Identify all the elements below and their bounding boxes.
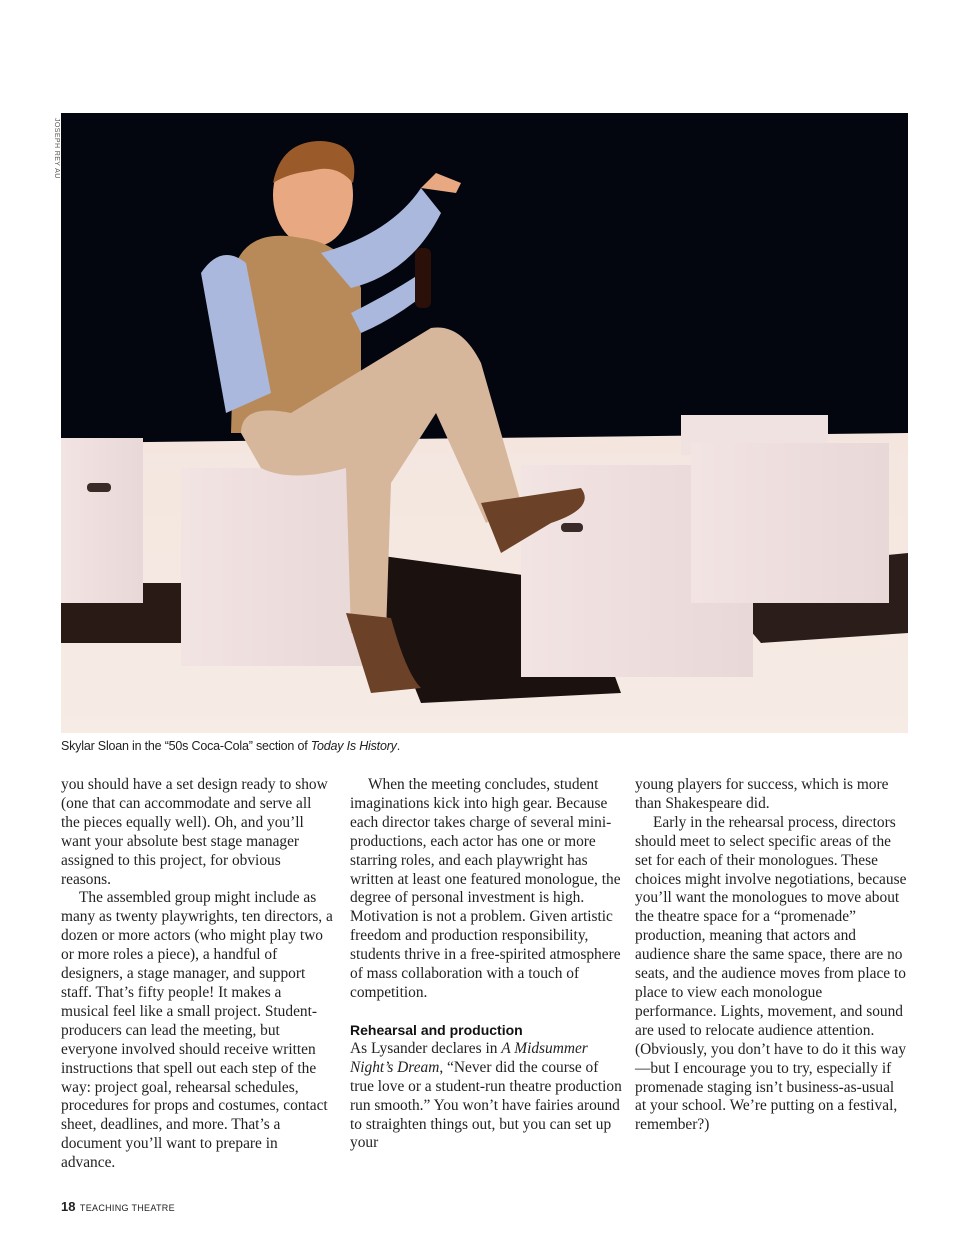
- text-run: As Lysander declares in: [350, 1039, 502, 1057]
- photo-caption: [61, 739, 400, 753]
- paragraph: When the meeting concludes, student imaginations kick into high gear. Because each director takes charge of several mini-productions, each actor has one or more starring roles, and each playwright has written at least one featured monologue, the degree of personal investment is high. Motivation is not a problem. Given artistic freedom and production responsibility, students thrive in a free-spirited atmosphere of mass collaboration with a touch of competition.: [350, 776, 621, 1001]
- paragraph: [350, 1040, 622, 1153]
- text-run: , “Never did the course of true love or a student-run theatre production run smooth.” You won’t have fairies around to straighten things out, but you can set up your: [350, 1058, 622, 1152]
- section-heading: Rehearsal and production: [350, 1021, 523, 1038]
- column-2: [350, 776, 622, 1153]
- play-title: A Midsummer Night’s Dream: [350, 1039, 588, 1076]
- caption-show-title: Today Is History: [310, 739, 397, 753]
- caption-text: Skylar Sloan in the “50s Coca-Cola” section of: [61, 739, 311, 753]
- column-1: [61, 776, 333, 1173]
- page-number: 18: [61, 1199, 76, 1214]
- magazine-name: TEACHING THEATRE: [79, 1203, 175, 1213]
- stage-photo: [61, 113, 908, 733]
- page-footer: [61, 1198, 175, 1216]
- paragraph: you should have a set design ready to show (one that can accommodate and serve all the pieces equally well). Oh, and you’ll want your absolute best stage manager assigned to this project, for obvious reasons.: [61, 776, 328, 888]
- caption-period: .: [396, 739, 400, 753]
- paragraph: The assembled group might include as many as twenty playwrights, ten directors, a dozen or more actors (who might play two or more roles a piece), a handful of designers, a stage manager, and support staff. That’s fifty people! It makes a musical feel like a small project. Student-producers can lead the meeting, but everyone involved should receive written instructions that spell out each step of the way: project goal, rehearsal schedules, procedures for props and costumes, contact sheet, deadlines, and more. That’s a document you’ll want to prepare in advance.: [61, 889, 333, 1172]
- stage-actor-photo-icon: [61, 113, 908, 733]
- paragraph: young players for success, which is more than Shakespeare did.: [635, 776, 889, 812]
- paragraph: Early in the rehearsal process, directors should meet to select specific areas of the set for each of their monologues. These choices might involve negotiations, because you’ll want the monologues to move about the theatre space for a “promenade” production, meaning that actors and audience share the same space, there are no seats, and the audience moves from place to place to view each monologue performance. Lights, movement, and sound are used to relocate audience attention. (Obviously, you don’t have to do it this way—but I encourage you to try, especially if promenade staging isn’t business-as-usual at your school. We’re putting on a festival, remember?): [635, 813, 907, 1134]
- photo-credit: JOSEPH REY AU: [53, 118, 60, 179]
- column-3: [635, 776, 907, 1135]
